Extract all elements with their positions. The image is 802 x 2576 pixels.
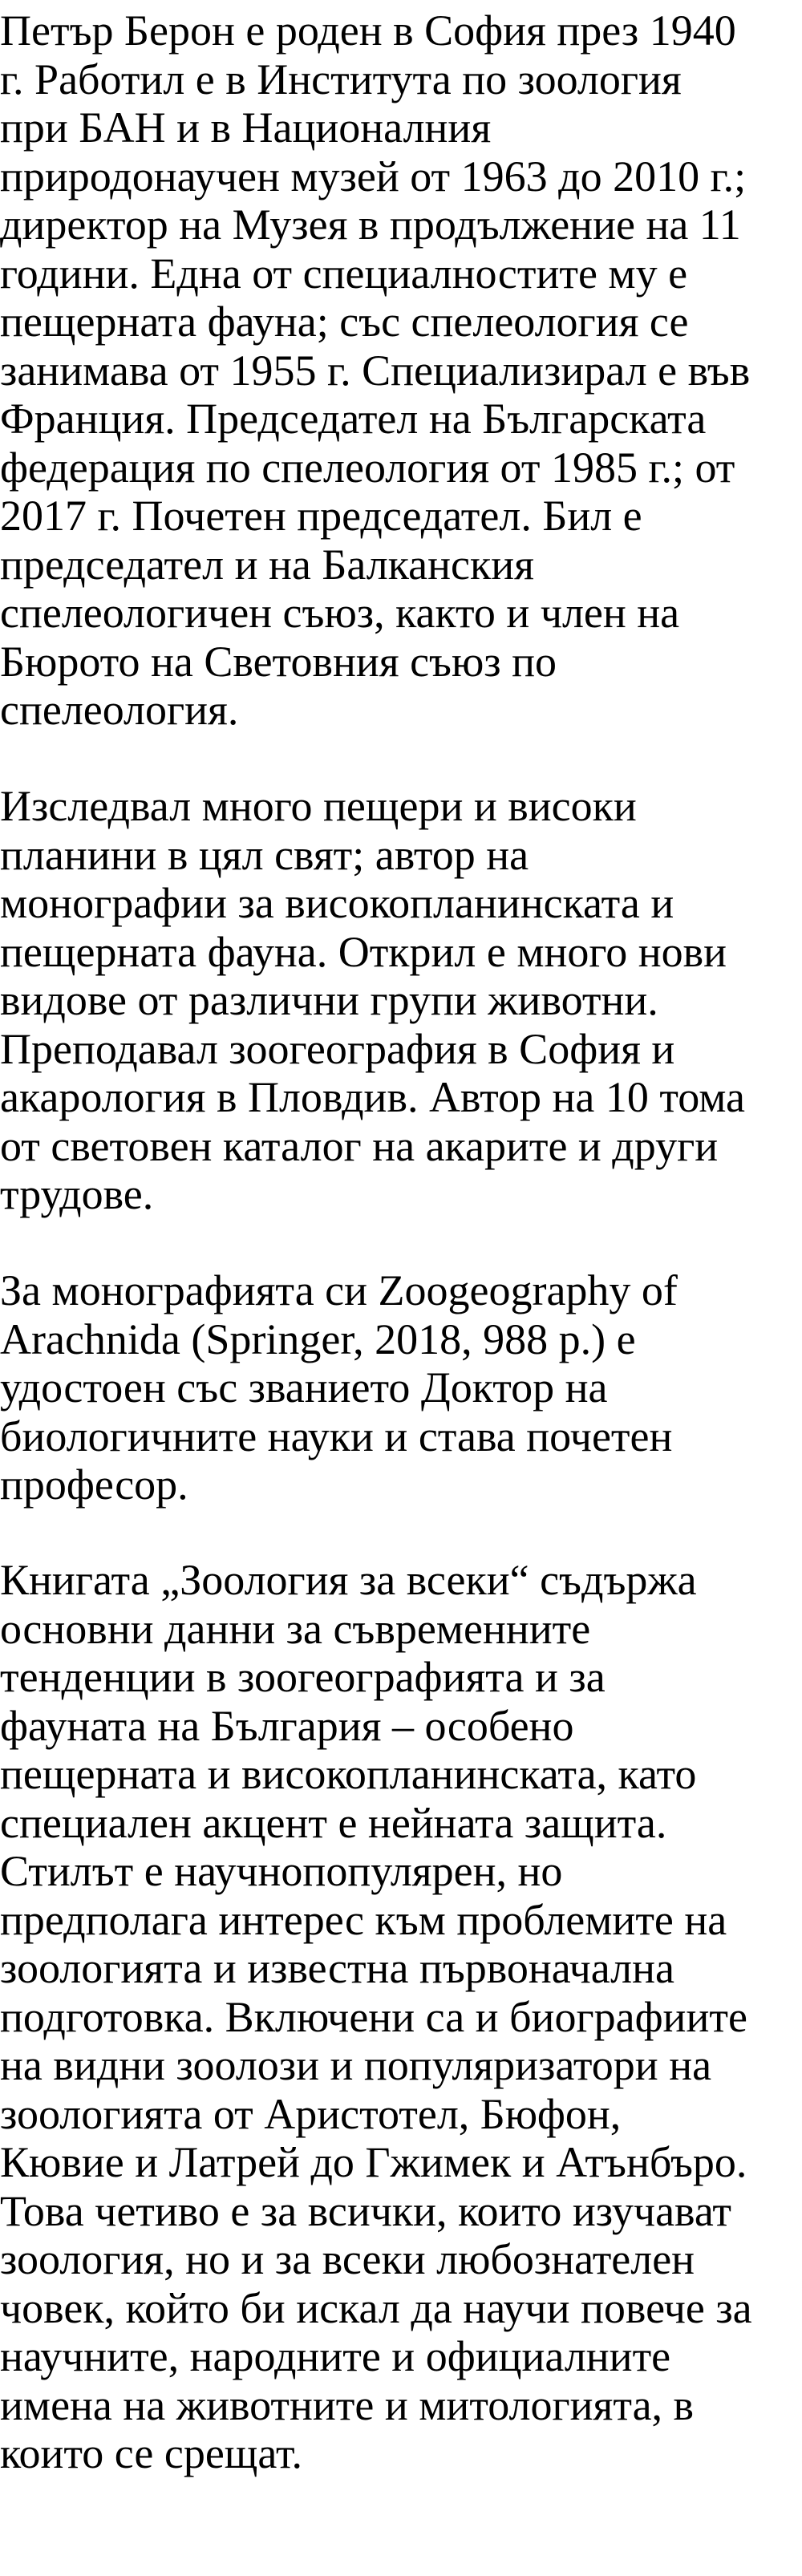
text-line: спелеологичен съюз, както и член на	[0, 589, 680, 637]
text-line: За монографията си Zoogeography of	[0, 1266, 678, 1314]
text-line: удостоен със званието Доктор на	[0, 1363, 608, 1412]
text-line: федерация по спелеология от 1985 г.; от	[0, 443, 735, 492]
text-line: научните, народните и официалните	[0, 2332, 671, 2380]
text-line: спелеология.	[0, 686, 239, 734]
text-line: 2017 г. Почетен председател. Бил е	[0, 492, 642, 540]
text-line: при БАН и в Националния	[0, 103, 492, 152]
text-line: професор.	[0, 1460, 188, 1509]
text-line: трудове.	[0, 1170, 154, 1218]
text-line: човек, който би искал да научи повече за	[0, 2283, 752, 2332]
text-line: Arachnida (Springer, 2018, 988 p.) е	[0, 1314, 636, 1363]
text-line: акарология в Пловдив. Автор на 10 тома	[0, 1073, 745, 1121]
text-line: занимава от 1955 г. Специализирал е във	[0, 346, 751, 395]
text-line: зоологията и известна първоначална	[0, 1944, 674, 1992]
paragraph-1	[0, 6, 802, 735]
text-line: пещерната фауна; със спелеология се	[0, 298, 689, 346]
text-line: тенденции в зоогеографията и за	[0, 1653, 606, 1701]
paragraph-4	[0, 1556, 802, 2478]
text-line: от световен каталог на акарите и други	[0, 1121, 719, 1170]
text-line: биологичните науки и става почетен	[0, 1412, 673, 1460]
text-line: планини в цял свят; автор на	[0, 830, 529, 879]
text-line: зоологията от Аристотел, Бюфон,	[0, 2089, 622, 2138]
paragraph-3	[0, 1266, 802, 1509]
text-line: видове от различни групи животни.	[0, 976, 658, 1024]
text-line: имена на животните и митологията, в	[0, 2380, 695, 2429]
text-line: зоология, но и за всеки любознателен	[0, 2235, 695, 2283]
text-line: предполага интерес към проблемите на	[0, 1895, 727, 1944]
text-line: г. Работил е в Института по зоология	[0, 55, 682, 103]
text-line: фауната на България – особено	[0, 1701, 574, 1750]
text-line: монографии за високопланинската и	[0, 879, 674, 927]
text-line: години. Една от специалностите му е	[0, 249, 688, 298]
paragraph-2	[0, 782, 802, 1219]
text-line: Това четиво е за всички, които изучават	[0, 2186, 731, 2235]
text-line: председател и на Балканския	[0, 540, 534, 589]
text-line: пещерната и високопланинската, като	[0, 1750, 697, 1798]
text-line: Изследвал много пещери и високи	[0, 782, 637, 830]
text-line: Франция. Председател на Българската	[0, 395, 707, 443]
text-line: Стилът е научнопопулярен, но	[0, 1847, 563, 1895]
text-line: природонаучен музей от 1963 до 2010 г.;	[0, 152, 747, 200]
text-line: основни данни за съвременните	[0, 1604, 591, 1653]
text-line: Преподавал зоогеография в София и	[0, 1024, 675, 1073]
text-line: директор на Музея в продължение на 11	[0, 200, 741, 249]
text-line: пещерната фауна. Открил е много нови	[0, 927, 727, 976]
text-line: подготовка. Включени са и биографиите	[0, 1992, 747, 2041]
text-line: Бюрото на Световния съюз по	[0, 637, 557, 686]
text-line: които се срещат.	[0, 2429, 302, 2477]
text-line: специален акцент е нейната защита.	[0, 1798, 667, 1847]
text-line: Книгата „Зоология за всеки“ съдържа	[0, 1556, 697, 1604]
text-line: Кювие и Латрей до Гжимек и Атънбъро.	[0, 2138, 747, 2186]
text-line: на видни зоолози и популяризатори на	[0, 2041, 712, 2089]
text-line: Петър Берон е роден в София през 1940	[0, 6, 736, 55]
